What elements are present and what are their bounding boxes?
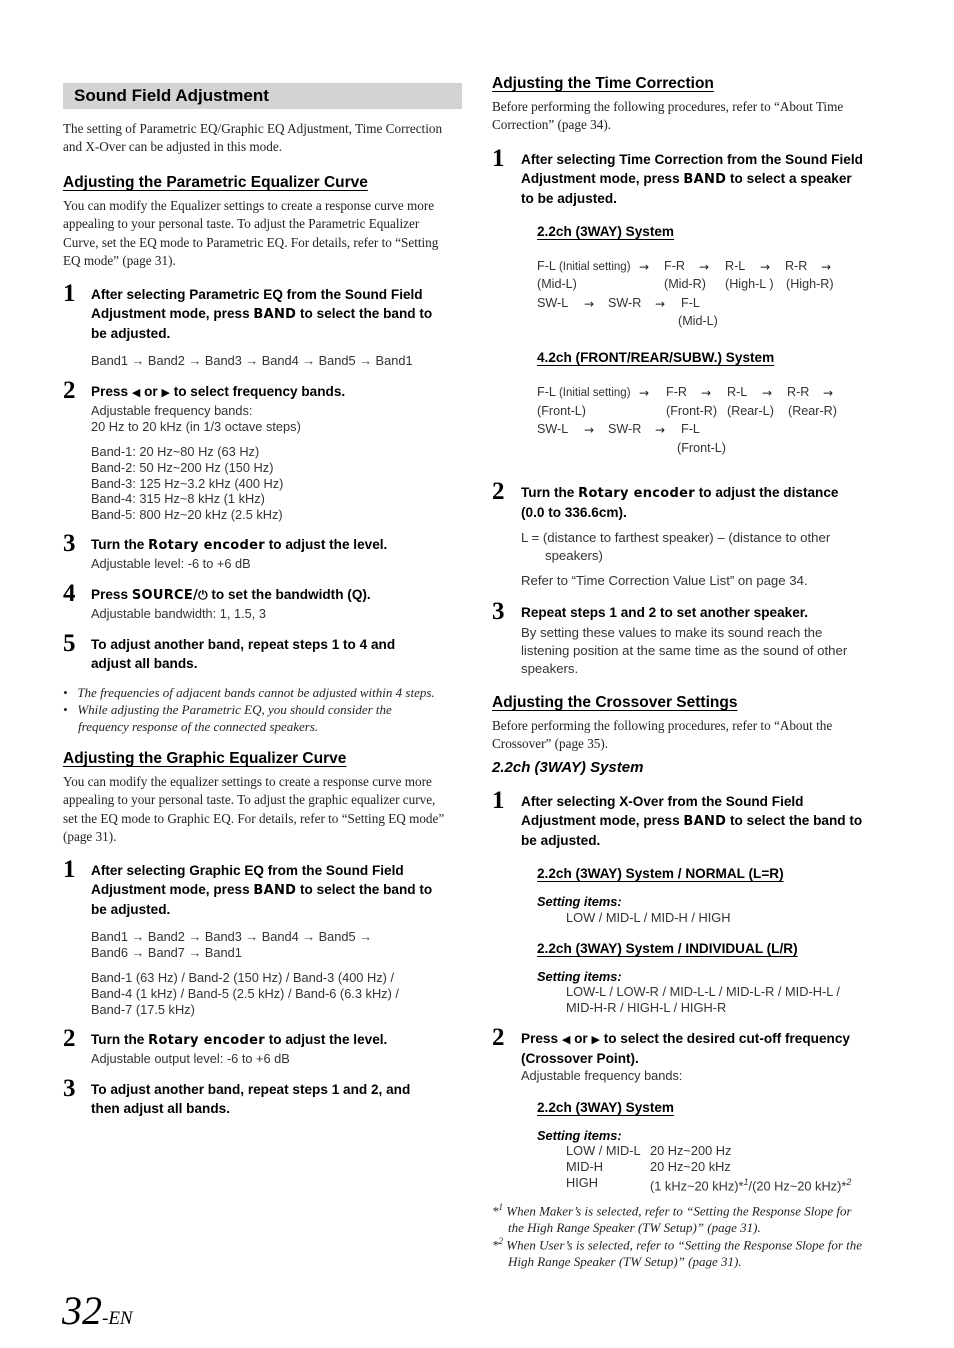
tc-42ch-speaker: F-L <box>681 422 700 436</box>
xo-body: Before performing the following procedures, refer to “About the Crossover” (page 35). <box>492 718 833 752</box>
setting-items-label: Setting items: <box>537 894 622 909</box>
peq-step2-sub: Adjustable frequency bands: 20 Hz to 20 kHz (in 1/3 octave steps) <box>91 403 301 434</box>
xo-freq-range: 20 Hz~200 Hz <box>650 1143 732 1158</box>
arrow-right-icon: → <box>638 386 650 400</box>
left-arrow-icon: ◀ <box>561 1033 571 1046</box>
tc-22ch-label: (High-R) <box>786 277 834 291</box>
xo-step2: Press ◀ or ▶ to select the desired cut-off frequency (Crossover Point). <box>521 1031 850 1066</box>
tc-42ch-speaker: SW-L <box>537 422 569 436</box>
step-number: 1 <box>63 280 76 307</box>
geq-step3: To adjust another band, repeat steps 1 and 2, and then adjust all bands. <box>91 1082 411 1116</box>
tc-22ch-label: (Mid-L) <box>537 277 577 291</box>
peq-step1: After selecting Parametric EQ from the Sound Field Adjustment mode, press BAND to select the band to be adjusted. <box>91 287 433 341</box>
tc-42ch-speaker: R-R <box>787 385 810 399</box>
step-number: 5 <box>63 630 76 657</box>
xo-individual-title: 2.2ch (3WAY) System / INDIVIDUAL (L/R) <box>537 941 798 956</box>
rotary-key-label: Rotary encoder <box>148 538 265 553</box>
tc-step2: Turn the Rotary encoder to adjust the distance (0.0 to 336.6cm). <box>521 485 839 520</box>
peq-step4-sub: Adjustable bandwidth: 1, 1.5, 3 <box>91 606 267 621</box>
arrow-right-icon: → <box>583 297 595 311</box>
source-key-label: SOURCE/ <box>131 588 199 603</box>
peq-body: You can modify the Equalizer settings to create a response curve more appealing to your personal taste. To adjust the Parametric Equalizer Curve, set the EQ mode to Parametric EQ. For details, refer to “Setting EQ mode” (page 31). <box>63 198 439 269</box>
tc-22ch-label: (High-L ) <box>725 277 774 291</box>
peq-step3: Turn the Rotary encoder to adjust the level. <box>91 537 388 553</box>
arrow-right-icon: → <box>761 386 773 400</box>
arrow-right-icon: → <box>583 423 595 437</box>
tc-22ch-label: (Mid-R) <box>664 277 706 291</box>
tc-step1: After selecting Time Correction from the Sound Field Adjustment mode, press BAND to select a speaker to be adjusted. <box>521 152 863 206</box>
tc-refer-text: Refer to “Time Correction Value List” on page 34. <box>521 573 808 588</box>
step-number: 3 <box>63 530 76 557</box>
arrow-right-icon: → <box>822 386 834 400</box>
band-key-label: BAND <box>683 171 727 187</box>
geq-heading: Adjusting the Graphic Equalizer Curve <box>63 750 347 767</box>
intro-text: The setting of Parametric EQ/Graphic EQ Adjustment, Time Correction and X-Over can be adjusted in this mode. <box>63 121 443 155</box>
step-number: 2 <box>63 1025 76 1052</box>
tc-body: Before performing the following procedures, refer to “About Time Correction” (page 34). <box>492 99 844 133</box>
xo-subheading: 2.2ch (3WAY) System <box>492 759 644 776</box>
setting-items-label: Setting items: <box>537 1128 622 1143</box>
page-number: 32-EN <box>62 1288 133 1333</box>
step-number: 1 <box>63 856 76 883</box>
xo-freq-name: MID-H <box>566 1159 603 1174</box>
xo-step1: After selecting X-Over from the Sound Field Adjustment mode, press BAND to select the band to be adjusted. <box>521 794 863 848</box>
tc-42ch-label: (Front-L) <box>677 441 726 455</box>
peq-band-list: Band-1: 20 Hz~80 Hz (63 Hz) Band-2: 50 Hz~200 Hz (150 Hz) Band-3: 125 Hz~3.2 kHz (400 Hz) Band-4: 315 Hz~8 kHz (1 kHz) Band-5: 800 Hz~20 kHz (2.5 kHz) <box>91 444 284 523</box>
geq-step2: Turn the Rotary encoder to adjust the level. <box>91 1032 388 1048</box>
band-key-label: BAND <box>683 813 727 829</box>
tc-42ch-label: (Front-R) <box>666 404 718 418</box>
section-title-bar <box>63 83 462 109</box>
tc-22ch-r1c1: F-L (Initial setting) <box>537 259 631 273</box>
tc-42ch-title: 4.2ch (FRONT/REAR/SUBW.) System <box>537 350 775 365</box>
xo-freq-range: 20 Hz~20 kHz <box>650 1159 731 1174</box>
band-key-label: BAND <box>253 882 297 898</box>
setting-items-label: Setting items: <box>537 969 622 984</box>
peq-step3-sub: Adjustable level: -6 to +6 dB <box>91 556 251 571</box>
power-icon: ⏻ <box>198 588 208 602</box>
arrow-right-icon: → <box>638 260 650 274</box>
step-number: 1 <box>492 787 505 814</box>
step-number: 3 <box>492 598 505 625</box>
tc-42ch-r1c1: F-L (Initial setting) <box>537 385 631 399</box>
right-arrow-icon: ▶ <box>161 386 170 399</box>
section-title: Sound Field Adjustment <box>74 86 269 105</box>
xo-freq-name: HIGH <box>566 1175 598 1190</box>
tc-42ch-label: (Rear-R) <box>788 404 837 418</box>
xo-freq-name: LOW / MID-L <box>566 1143 641 1158</box>
xo-footnote-1: *$^1$ When Maker’s is selected, refer to “Setting the Response Slope for the High Range Speaker (TW Setup)” (page 31). <box>492 1202 852 1236</box>
peq-notes: • The frequencies of adjacent bands cannot be adjusted within 4 steps. • While adjusting the Parametric EQ, you should consider the frequency response of the connected speakers. <box>63 685 435 734</box>
tc-22ch-title: 2.2ch (3WAY) System <box>537 224 675 239</box>
tc-42ch-label: (Front-L) <box>537 404 586 418</box>
tc-step3-body: By setting these values to make its sound reach the listening position at the same time as the sound of other speakers. <box>521 625 848 676</box>
arrow-right-icon: → <box>654 297 666 311</box>
tc-distance-formula: L = (distance to farthest speaker) – (distance to other speakers) <box>521 530 831 563</box>
step-number: 4 <box>63 580 76 607</box>
xo-freq-range: (1 kHz~20 kHz)*$^1$/(20 Hz~20 kHz)*$^2$ <box>650 1177 852 1194</box>
rotary-key-label: Rotary encoder <box>148 1033 265 1048</box>
step-number: 2 <box>63 377 76 404</box>
peq-step4: Press SOURCE/⏻ to set the bandwidth (Q). <box>91 587 371 603</box>
left-arrow-icon: ◀ <box>131 386 141 399</box>
tc-42ch-speaker: F-R <box>666 385 687 399</box>
right-arrow-icon: ▶ <box>591 1033 600 1046</box>
tc-22ch-label: (Mid-L) <box>678 314 718 328</box>
tc-22ch-speaker: SW-L <box>537 296 569 310</box>
step-number: 2 <box>492 478 505 505</box>
tc-heading: Adjusting the Time Correction <box>492 75 714 92</box>
geq-step1: After selecting Graphic EQ from the Sound Field Adjustment mode, press BAND to select the band to be adjusted. <box>91 863 433 917</box>
band-key-label: BAND <box>253 306 297 322</box>
geq-body: You can modify the equalizer settings to create a response curve more appealing to your personal taste. To adjust the graphic equalizer curve, set the EQ mode to Graphic EQ. For details, refer to “Setting EQ mode” (page 31). <box>63 774 445 845</box>
arrow-right-icon: → <box>759 260 771 274</box>
xo-footnote-2: *$^2$ When User’s is selected, refer to “Setting the Response Slope for the High Range Speaker (TW Setup)” (page 31). <box>492 1236 863 1270</box>
tc-22ch-speaker: SW-R <box>608 296 642 310</box>
xo-freq-title: 2.2ch (3WAY) System <box>537 1100 675 1115</box>
tc-42ch-speaker: R-L <box>727 385 748 399</box>
tc-22ch-speaker: R-L <box>725 259 746 273</box>
peq-step5: To adjust another band, repeat steps 1 to 4 and adjust all bands. <box>91 637 396 671</box>
arrow-right-icon: → <box>698 260 710 274</box>
step-number: 2 <box>492 1024 505 1051</box>
tc-42ch-label: (Rear-L) <box>727 404 774 418</box>
peq-heading: Adjusting the Parametric Equalizer Curve <box>63 174 368 191</box>
tc-42ch-speaker: SW-R <box>608 422 642 436</box>
tc-22ch-speaker: F-L <box>681 296 700 310</box>
xo-heading: Adjusting the Crossover Settings <box>492 694 738 711</box>
arrow-right-icon: → <box>820 260 832 274</box>
tc-22ch-speaker: F-R <box>664 259 685 273</box>
arrow-right-icon: → <box>654 423 666 437</box>
step-number: 1 <box>492 145 505 172</box>
tc-22ch-speaker: R-R <box>785 259 808 273</box>
peq-band-sequence: Band1 → Band2 → Band3 → Band4 → Band5 → Band1 <box>91 353 413 368</box>
arrow-right-icon: → <box>700 386 712 400</box>
xo-normal-title: 2.2ch (3WAY) System / NORMAL (L=R) <box>537 866 784 881</box>
rotary-key-label: Rotary encoder <box>578 486 695 501</box>
step-number: 3 <box>63 1075 76 1102</box>
xo-individual-items: LOW-L / LOW-R / MID-L-L / MID-L-R / MID-H-L / MID-H-R / HIGH-L / HIGH-R <box>566 984 840 1015</box>
geq-step2-sub: Adjustable output level: -6 to +6 dB <box>91 1051 290 1066</box>
xo-step2-sub: Adjustable frequency bands: <box>521 1068 683 1083</box>
xo-normal-items: LOW / MID-L / MID-H / HIGH <box>566 910 731 925</box>
geq-band-list: Band-1 (63 Hz) / Band-2 (150 Hz) / Band-3 (400 Hz) / Band-4 (1 kHz) / Band-5 (2.5 kHz) / Band-6 (6.3 kHz) / Band-7 (17.5 kHz) <box>91 970 399 1017</box>
tc-step3: Repeat steps 1 and 2 to set another speaker. <box>521 605 809 620</box>
geq-band-sequence: Band1 → Band2 → Band3 → Band4 → Band5 → Band6 → Band7 → Band1 <box>91 929 373 960</box>
peq-step2: Press ◀ or ▶ to select frequency bands. <box>91 384 346 399</box>
